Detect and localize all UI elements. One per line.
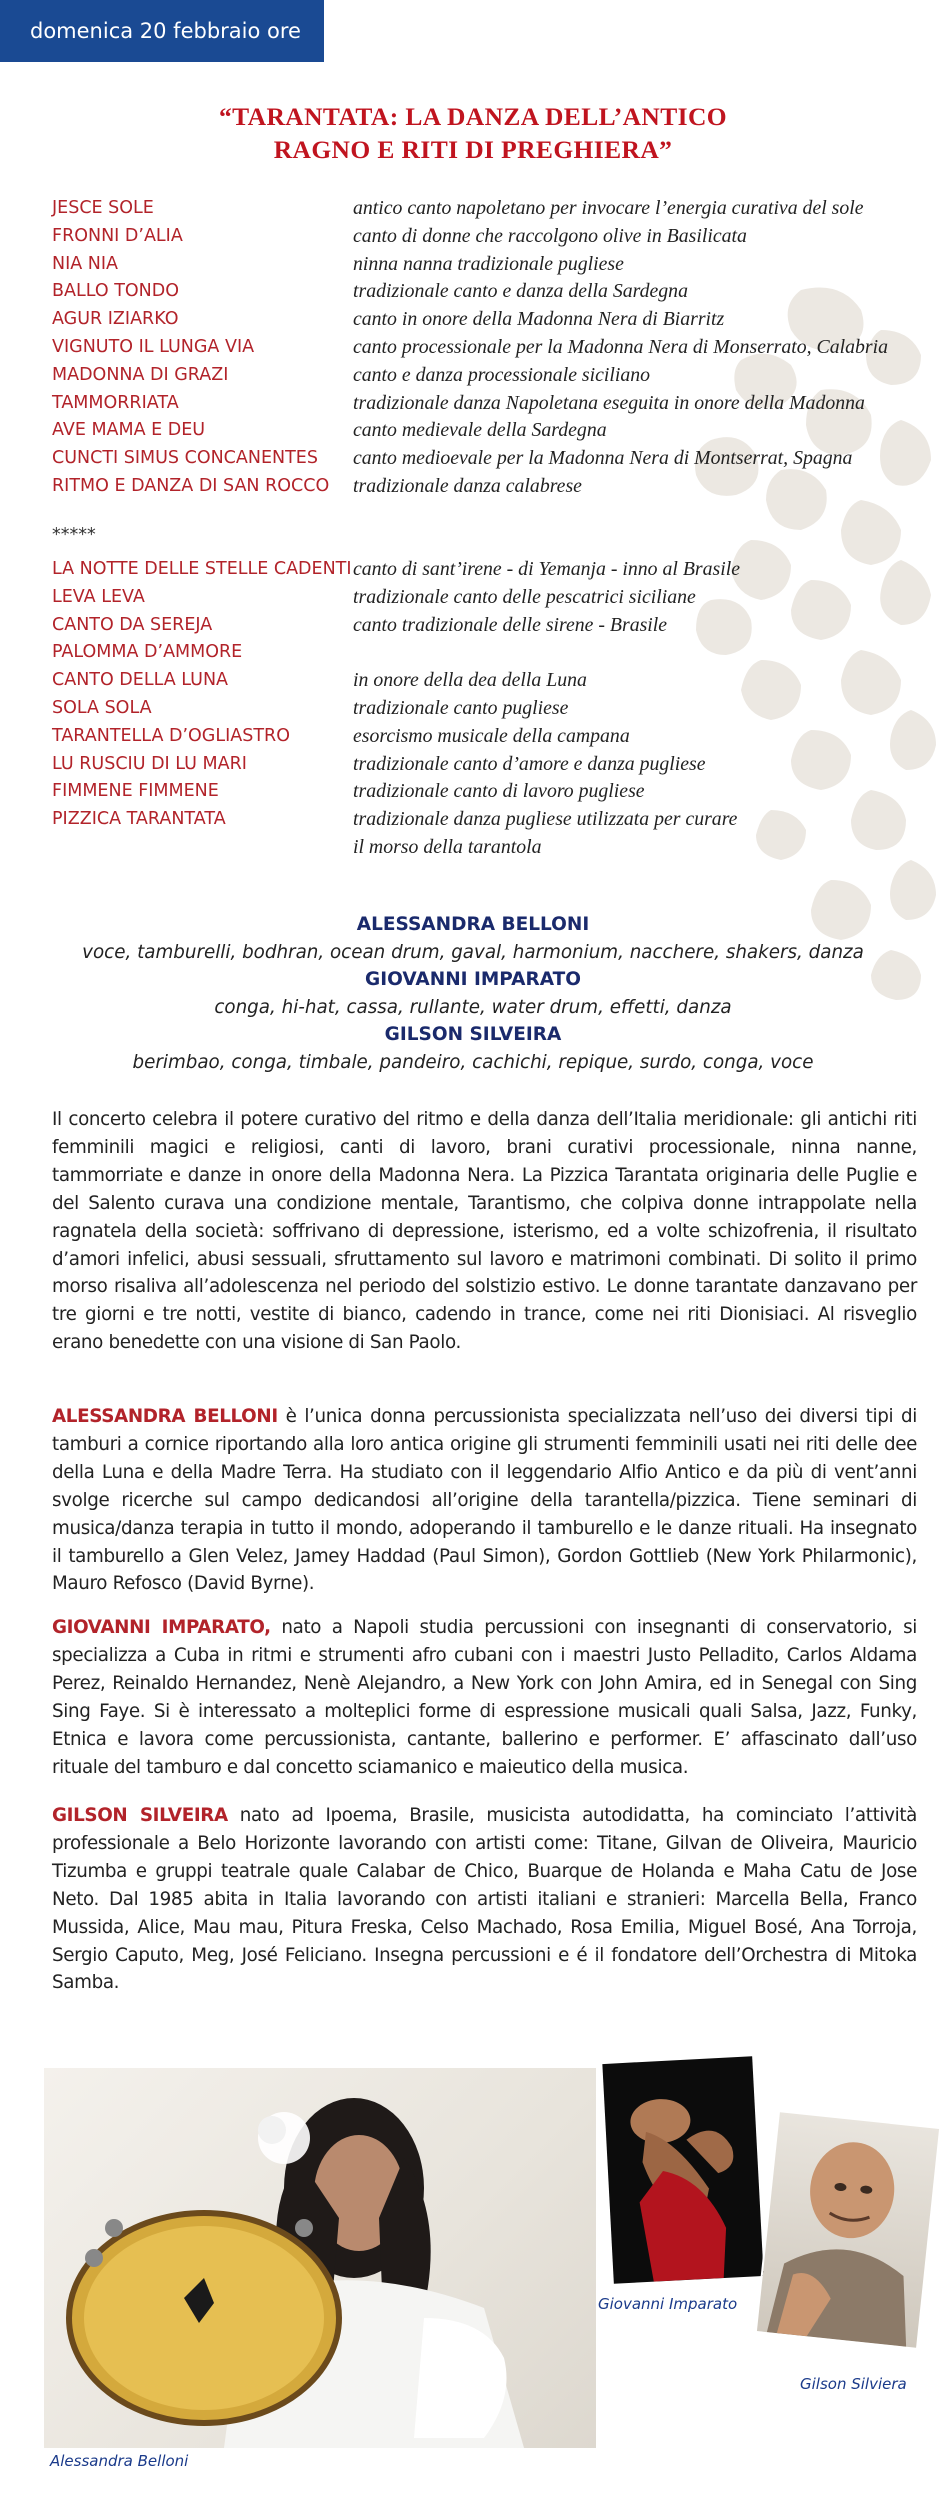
program-row — [52, 223, 932, 251]
caption-imparato: Giovanni Imparato — [598, 2295, 738, 2313]
program-separator: ***** — [52, 525, 96, 545]
program-row — [52, 695, 932, 723]
program-row — [52, 667, 932, 695]
song-description: tradizionale canto pugliese — [353, 696, 569, 719]
song-title: VIGNUTO IL LUNGA VIA — [52, 336, 255, 357]
artist-instruments: voce, tamburelli, bodhran, ocean drum, gaval, harmonium, nacchere, shakers, danza — [82, 942, 864, 963]
song-description: tradizionale danza calabrese — [353, 474, 582, 497]
title-line-1: “TARANTATA: LA DANZA DELL’ANTICO — [219, 102, 727, 131]
artist-instruments: berimbao, conga, timbale, pandeiro, cachichi, repique, surdo, conga, voce — [132, 1052, 814, 1073]
program-row — [52, 278, 932, 306]
song-description: esorcismo musicale della campana — [353, 724, 630, 747]
song-title: CUNCTI SIMUS CONCANENTES — [52, 448, 318, 469]
artist-name: ALESSANDRA BELLONI — [356, 914, 590, 935]
song-description: canto processionale per la Madonna Nera di Monserrato, Calabria — [353, 335, 888, 358]
song-title: FRONNI D’ALIA — [52, 225, 183, 246]
photo-gilson-silveira — [757, 2112, 939, 2348]
concert-description: Il concerto celebra il potere curativo del ritmo e della danza dell’Italia meridionale: gli antichi riti femminili magici e religiosi, canti di lavoro, brani curativi processionale, ninna nanne, tammorriate e danze in onore della Madonna Nera. La Pizzica Tarantata originaria delle Puglie e del Salento curava una condizione mentale, Tarantismo, che colpiva donne intrappolate nella ragnatela della società: soffrivano di depressione, isterismo, ed a volte schizofrenia, il risultato d’amori infelici, abusi sessuali, sfruttamento sul lavoro e matrimoni combinati. Di solito il primo morso risaliva all’adolescenza nel periodo del solstizio estivo. Le donne tarantate danzavano per tre giorni e tre notti, vestite di bianco, cadendo in trance, come nei riti Dionisiaci. Al risveglio erano benedette con una visione di San Paolo. — [52, 1109, 917, 1354]
caption-belloni: Alessandra Belloni — [50, 2452, 189, 2470]
bio-text: è l’unica donna percussionista specializzata nell’uso dei diversi tipi di tamburi a cornice riportando alla loro antica origine gli strumenti femminili usati nei riti delle dee della Luna e della Madre Terra. Ha studiato con il leggendario Alfio Antico e da più di vent’anni svolge ricerche sul campo dedicandosi all’origine della tarantella/pizzica. Tiene seminari di musica/danza terapia in tutto il mondo, adoperando il tamburello e le danze rituali. Ha insegnato il tamburello a Glen Velez, Jamey Haddad (Paul Simon), Gordon Gottlieb (New York Philarmonic), Mauro Refosco (David Byrne). — [52, 1406, 918, 1595]
program-row — [52, 751, 932, 779]
photo-illustration — [757, 2112, 939, 2348]
artist-instruments: conga, hi-hat, cassa, rullante, water drum, effetti, danza — [214, 997, 732, 1018]
song-description: canto tradizionale delle sirene - Brasile — [353, 613, 668, 636]
caption-silveira: Gilson Silviera — [800, 2375, 907, 2393]
program-row — [52, 417, 932, 445]
program-row — [52, 834, 932, 862]
program-row — [52, 806, 932, 834]
song-title: TARANTELLA D’OGLIASTRO — [52, 725, 290, 746]
song-description: canto di sant’irene - di Yemanja - inno al Brasile — [353, 558, 740, 580]
photo-illustration — [44, 2068, 596, 2448]
song-description: tradizionale canto di lavoro pugliese — [353, 780, 645, 803]
song-title: MADONNA DI GRAZI — [52, 364, 229, 385]
song-description: tradizionale canto delle pescatrici siciliane — [353, 585, 696, 608]
program-row — [52, 584, 932, 612]
song-description: antico canto napoletano per invocare l’energia curativa del sole — [353, 197, 864, 219]
program-row — [52, 334, 932, 362]
song-title: FIMMENE FIMMENE — [52, 781, 219, 802]
artist-name: GIOVANNI IMPARATO — [365, 969, 581, 990]
song-description: il morso della tarantola — [353, 835, 542, 858]
title-line-2: RAGNO E RITI DI PREGHIERA” — [273, 135, 673, 164]
song-description: canto di donne che raccolgono olive in Basilicata — [353, 224, 747, 247]
bio-name: GIOVANNI IMPARATO, — [52, 1617, 271, 1638]
program-row — [52, 473, 932, 501]
song-description: canto medioevale per la Madonna Nera di Montserrat, Spagna — [353, 447, 853, 470]
program-row — [52, 612, 932, 640]
song-title: BALLO TONDO — [52, 281, 179, 302]
song-title: AVE MAMA E DEU — [52, 420, 206, 441]
song-title: CANTO DA SEREJA — [52, 614, 213, 635]
song-description: tradizionale danza pugliese utilizzata per curare — [353, 808, 738, 831]
photo-giovanni-imparato — [602, 2056, 763, 2284]
song-description: canto in onore della Madonna Nera di Biarritz — [353, 308, 725, 331]
song-description: in onore della dea della Luna — [353, 669, 587, 692]
song-title: CANTO DELLA LUNA — [52, 670, 229, 691]
program-row — [52, 778, 932, 806]
program-list-part-2 — [52, 556, 932, 862]
artists-block — [0, 911, 946, 1076]
concert-title — [0, 100, 946, 166]
song-title: PALOMMA D’AMMORE — [52, 642, 243, 663]
song-title: LA NOTTE DELLE STELLE CADENTI — [52, 559, 352, 579]
song-title: AGUR IZIARKO — [52, 309, 179, 330]
photo-alessandra-belloni — [44, 2068, 596, 2448]
song-title: PIZZICA TARANTATA — [52, 809, 226, 830]
program-row — [52, 306, 932, 334]
bio-silveira — [52, 1802, 917, 1997]
song-title: LU RUSCIU DI LU MARI — [52, 753, 247, 774]
program-row — [52, 195, 932, 223]
bio-name: GILSON SILVEIRA — [52, 1805, 228, 1826]
bio-imparato — [52, 1614, 917, 1781]
song-description: ninna nanna tradizionale pugliese — [353, 252, 624, 275]
song-description: tradizionale canto d’amore e danza pugliese — [353, 752, 706, 775]
bio-belloni — [52, 1403, 917, 1598]
artist-name: GILSON SILVEIRA — [384, 1024, 562, 1045]
song-description: canto e danza processionale siciliano — [353, 363, 651, 386]
program-list-part-1 — [52, 195, 932, 501]
program-row — [52, 639, 932, 667]
song-title: SOLA SOLA — [52, 697, 152, 718]
bio-text: nato a Napoli studia percussioni con insegnanti di conservatorio, si specializza a Cuba in ritmi e strumenti afro cubani con i maestri Justo Pelladito, Carlos Aldama Perez, Reinaldo Hernandez, Nenè Alejandro, a New York con John Amira, ed in Senegal con Sing Sing Faye. Si è interessato a molteplici forme di espressione musicali quali Salsa, Jazz, Funky, Etnica e lavora come percussionista, cantante, ballerino e performer. E’ affascinato dall’uso rituale del tamburo e dal concetto sciamanico e maieutico della musica. — [52, 1617, 917, 1778]
song-title: RITMO E DANZA DI SAN ROCCO — [52, 475, 330, 496]
program-row — [52, 362, 932, 390]
program-row — [52, 723, 932, 751]
program-row — [52, 390, 932, 418]
date-header: domenica 20 febbraio ore 21 — [0, 0, 324, 62]
song-description: canto medievale della Sardegna — [353, 419, 607, 442]
song-title: LEVA LEVA — [52, 586, 145, 607]
program-row — [52, 251, 932, 279]
bio-text: nato ad Ipoema, Brasile, musicista autodidatta, ha cominciato l’attività professionale a Belo Horizonte lavorando con artisti come: Titane, Gilvan de Oliveira, Mauricio Tizumba e gruppi teatrale quale Calabar de Chico, Buarque de Holanda e Maha Catu de Jose Neto. Dal 1985 abita in Italia lavorando con artisti italiani e stranieri: Marcella Bella, Franco Mussida, Alice, Mau mau, Pitura Freska, Celso Machado, Rosa Emilia, Miguel Bosé, Ana Torroja, Sergio Caputo, Meg, José Feliciano. Insegna percussioni e é il fondatore dell’Orchestra di Mitoka Samba. — [52, 1805, 918, 1994]
song-description: tradizionale canto e danza della Sardegna — [353, 280, 688, 303]
photo-illustration — [602, 2056, 763, 2284]
program-row — [52, 556, 932, 584]
song-title: TAMMORRIATA — [52, 392, 179, 413]
song-description: tradizionale danza Napoletana eseguita in onore della Madonna — [353, 391, 865, 414]
song-title: NIA NIA — [52, 253, 119, 274]
song-title: JESCE SOLE — [52, 198, 154, 218]
bio-name: ALESSANDRA BELLONI — [52, 1406, 278, 1427]
program-row — [52, 445, 932, 473]
